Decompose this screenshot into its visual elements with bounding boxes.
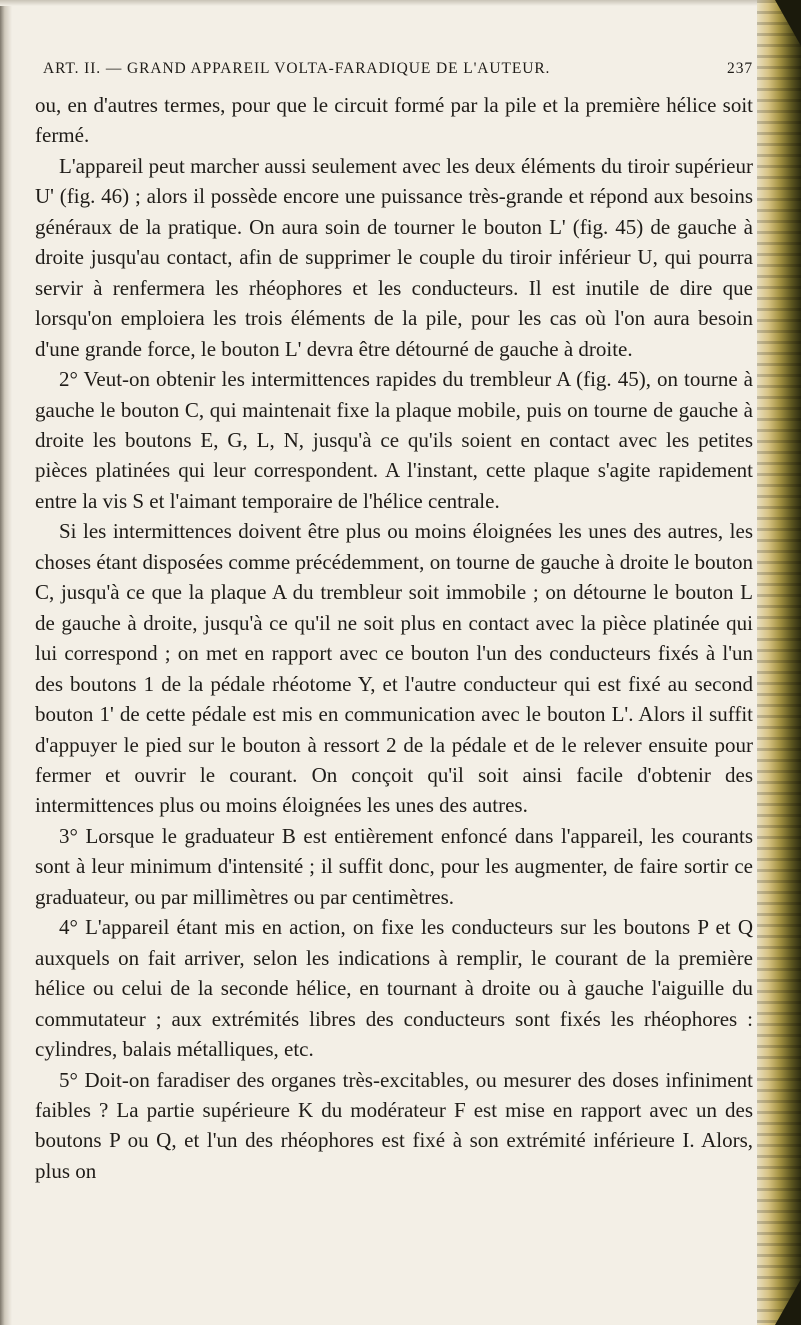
paragraph-point-2: 2° Veut-on obtenir les intermittences rapides du trembleur A (fig. 45), on tourne à gauche le bouton C, qui maintenait fixe la plaque mobile, puis on tourne de gauche à droite les boutons E, G, L, N, jusqu'à ce qu'ils soient en contact avec les petites pièces platinées qui leur correspondent. A l'instant, cette plaque s'agite rapidement entre la vis S et l'aimant temporaire de l'hélice centrale.: [35, 367, 753, 513]
binding-corner-bottom: [775, 1279, 801, 1325]
paragraph-point-5: 5° Doit-on faradiser des organes très-excitables, ou mesurer des doses infiniment faibles ? La partie supérieure K du modérateur F est mise en rapport avec un des boutons P ou Q, et l'un des rhéophores est fixé à son extrémité inférieure I. Alors, plus on: [35, 1067, 753, 1183]
paragraph-intermittences-eloignees: Si les intermittences doivent être plus ou moins éloignées les unes des autres, les choses étant disposées comme précédemment, on tourne de gauche à droite le bouton C, jusqu'à ce que la plaque A du trembleur soit immobile ; on détourne le bouton L de gauche à droite, jusqu'à ce qu'il ne soit plus en contact avec la pièce platinée qui lui correspond ; on met en rapport avec ce bouton l'un des conducteurs fixés à l'un des boutons 1 de la pédale rhéotome Y, et l'autre conducteur qui est fixé au second bouton 1' de cette pédale est mis en communication avec le bouton L'. Alors il suffit d'appuyer le pied sur le bouton à ressort 2 de la pédale et de le relever ensuite pour fermer et ouvrir le courant. On conçoit qu'il soit ainsi facile d'obtenir des intermittences plus ou moins éloignées les unes des autres.: [35, 519, 753, 818]
book-page: [35, 60, 753, 1186]
body-text: [35, 90, 753, 1186]
page-left-edge: [0, 0, 12, 1325]
paragraph-appareil-deux-elements: L'appareil peut marcher aussi seulement avec les deux éléments du tiroir supérieur U' (fig. 46) ; alors il possède encore une puissance très-grande et répond aux besoins généraux de la pratique. On aura soin de tourner le bouton L' (fig. 45) de gauche à droite jusqu'au contact, afin de supprimer le couple du tiroir inférieur U, qui pourra servir à renfermera les rhéophores et les conducteurs. Il est inutile de dire que lorsqu'on emploiera les trois éléments de la pile, pour les cas où l'on aura besoin d'une grande force, le bouton L' devra être détourné de gauche à droite.: [35, 153, 753, 361]
paragraph-point-4: 4° L'appareil étant mis en action, on fixe les conducteurs sur les boutons P et Q auxquels on fait arriver, selon les indications à remplir, le courant de la première hélice ou celui de la seconde hélice, en tournant à droite ou à gauche l'aiguille du commutateur ; aux extrémités libres des conducteurs sont fixés les rhéophores : cylindres, balais métalliques, etc.: [35, 915, 753, 1062]
running-head: [35, 60, 753, 90]
running-title: ART. II. — GRAND APPAREIL VOLTA-FARADIQUE DE L'AUTEUR.: [43, 60, 551, 77]
page-top-shadow: [0, 0, 801, 6]
page-number: 237: [727, 60, 753, 77]
binding-corner-top: [775, 0, 801, 46]
book-binding-edge: [757, 0, 801, 1325]
paragraph-point-3: 3° Lorsque le graduateur B est entièrement enfoncé dans l'appareil, les courants sont à leur minimum d'intensité ; il suffit donc, pour les augmenter, de faire sortir ce graduateur, ou par millimètres ou par centimètres.: [35, 823, 753, 909]
paragraph-continuation: ou, en d'autres termes, pour que le circuit formé par la pile et la première hélice soit fermé.: [35, 93, 753, 148]
